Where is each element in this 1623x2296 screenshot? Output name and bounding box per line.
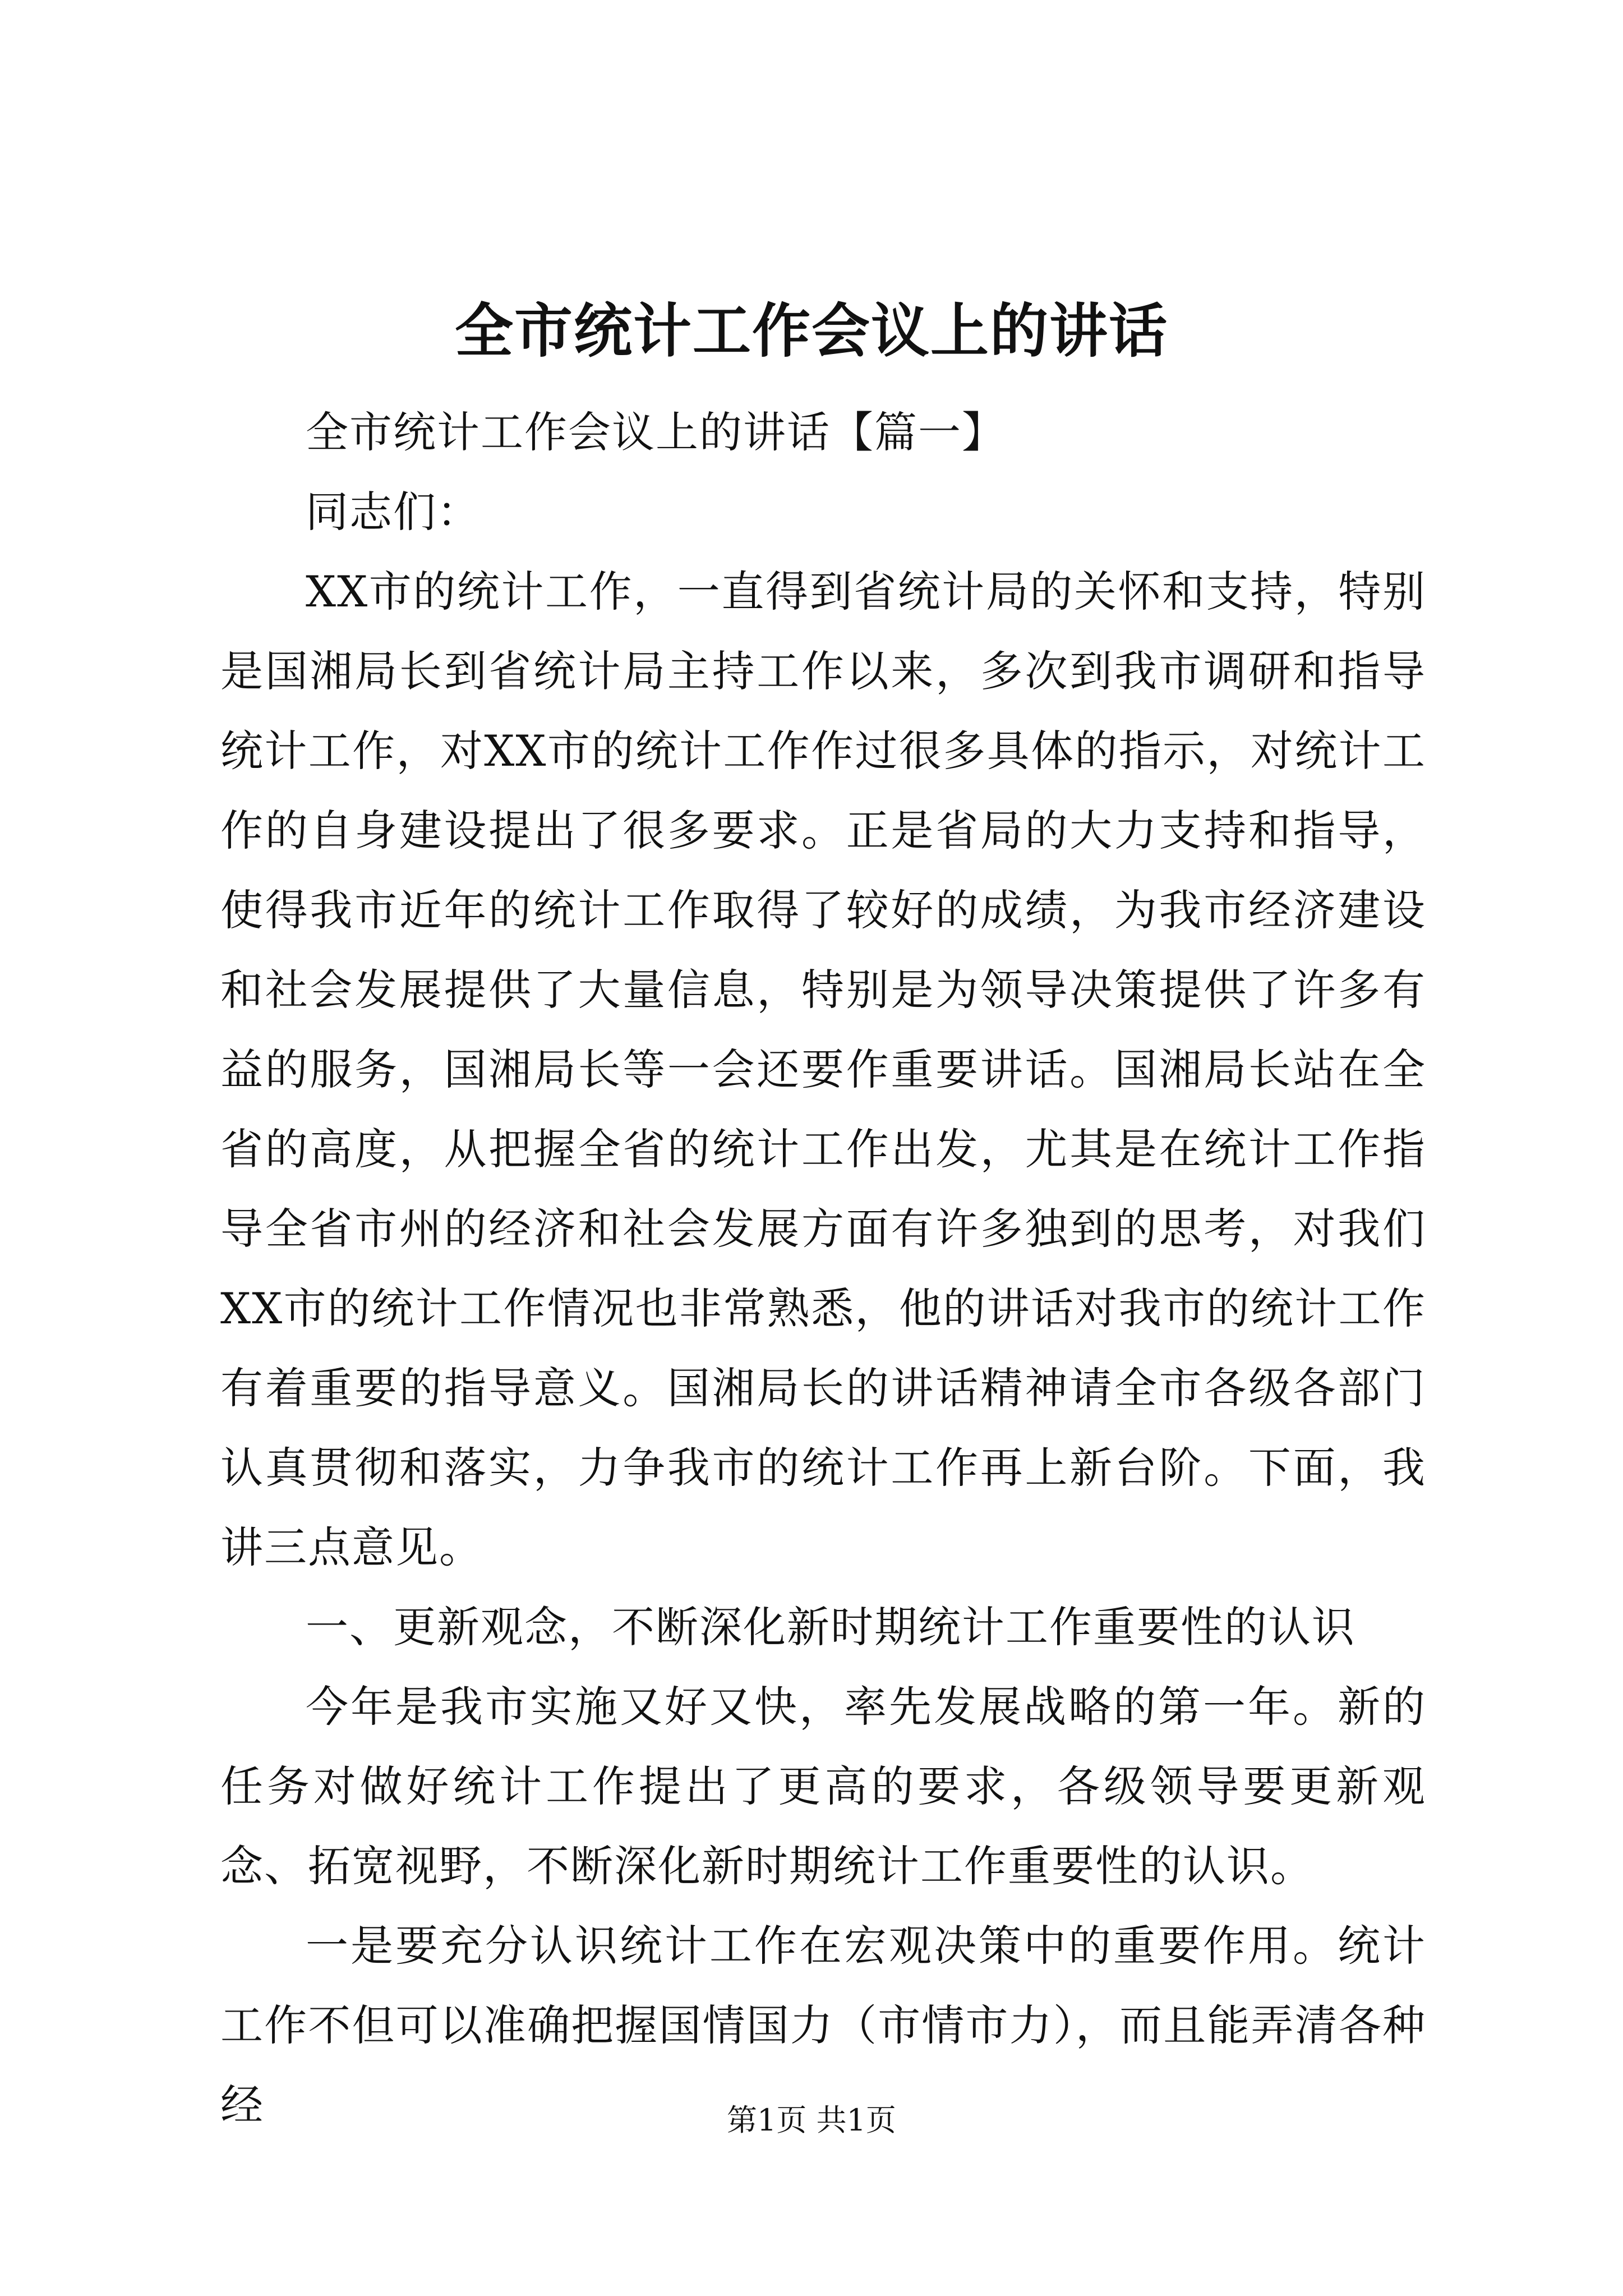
body-paragraph: XX市的统计工作，一直得到省统计局的关怀和支持，特别是国湘局长到省统计局主持工作以来，多次到我市调研和指导统计工作，对XX市的统计工作作过很多具体的指示，对统计工作的自身建设提出了很多要求。正是省局的大力支持和指导，使得我市近年的统计工作取得了较好的成绩，为我市经济建设和社会发展提供了大量信息，特别是为领导决策提供了许多有益的服务，国湘局长等一会还要作重要讲话。国湘局长站在全省的高度，从把握全省的统计工作出发，尤其是在统计工作指导全省市州的经济和社会发展方面有许多独到的思考，对我们XX市的统计工作情况也非常熟悉，他的讲话对我市的统计工作有着重要的指导意义。国湘局长的讲话精神请全市各级各部门认真贯彻和落实，力争我市的统计工作再上新台阶。下面，我讲三点意见。 <box>220 567 1426 1572</box>
body-paragraph: 今年是我市实施又好又快，率先发展战略的第一年。新的任务对做好统计工作提出了更高的要求，各级领导要更新观念、拓宽视野，不断深化新时期统计工作重要性的认识。 <box>220 1682 1426 1891</box>
body-paragraph: 一是要充分认识统计工作在宏观决策中的重要作用。统计工作不但可以准确把握国情国力（市情市力），而且能弄清各种经 <box>220 1921 1426 2130</box>
section-heading: 全市统计工作会议上的讲话【篇一】 <box>306 407 1006 457</box>
point-heading: 一、更新观念，不断深化新时期统计工作重要性的认识 <box>306 1602 1355 1652</box>
page-footer: 第1页 共1页 <box>727 2102 896 2138</box>
document-title: 全市统计工作会议上的讲话 <box>454 296 1168 365</box>
document-body <box>220 393 1426 2145</box>
salutation: 同志们： <box>306 487 481 537</box>
